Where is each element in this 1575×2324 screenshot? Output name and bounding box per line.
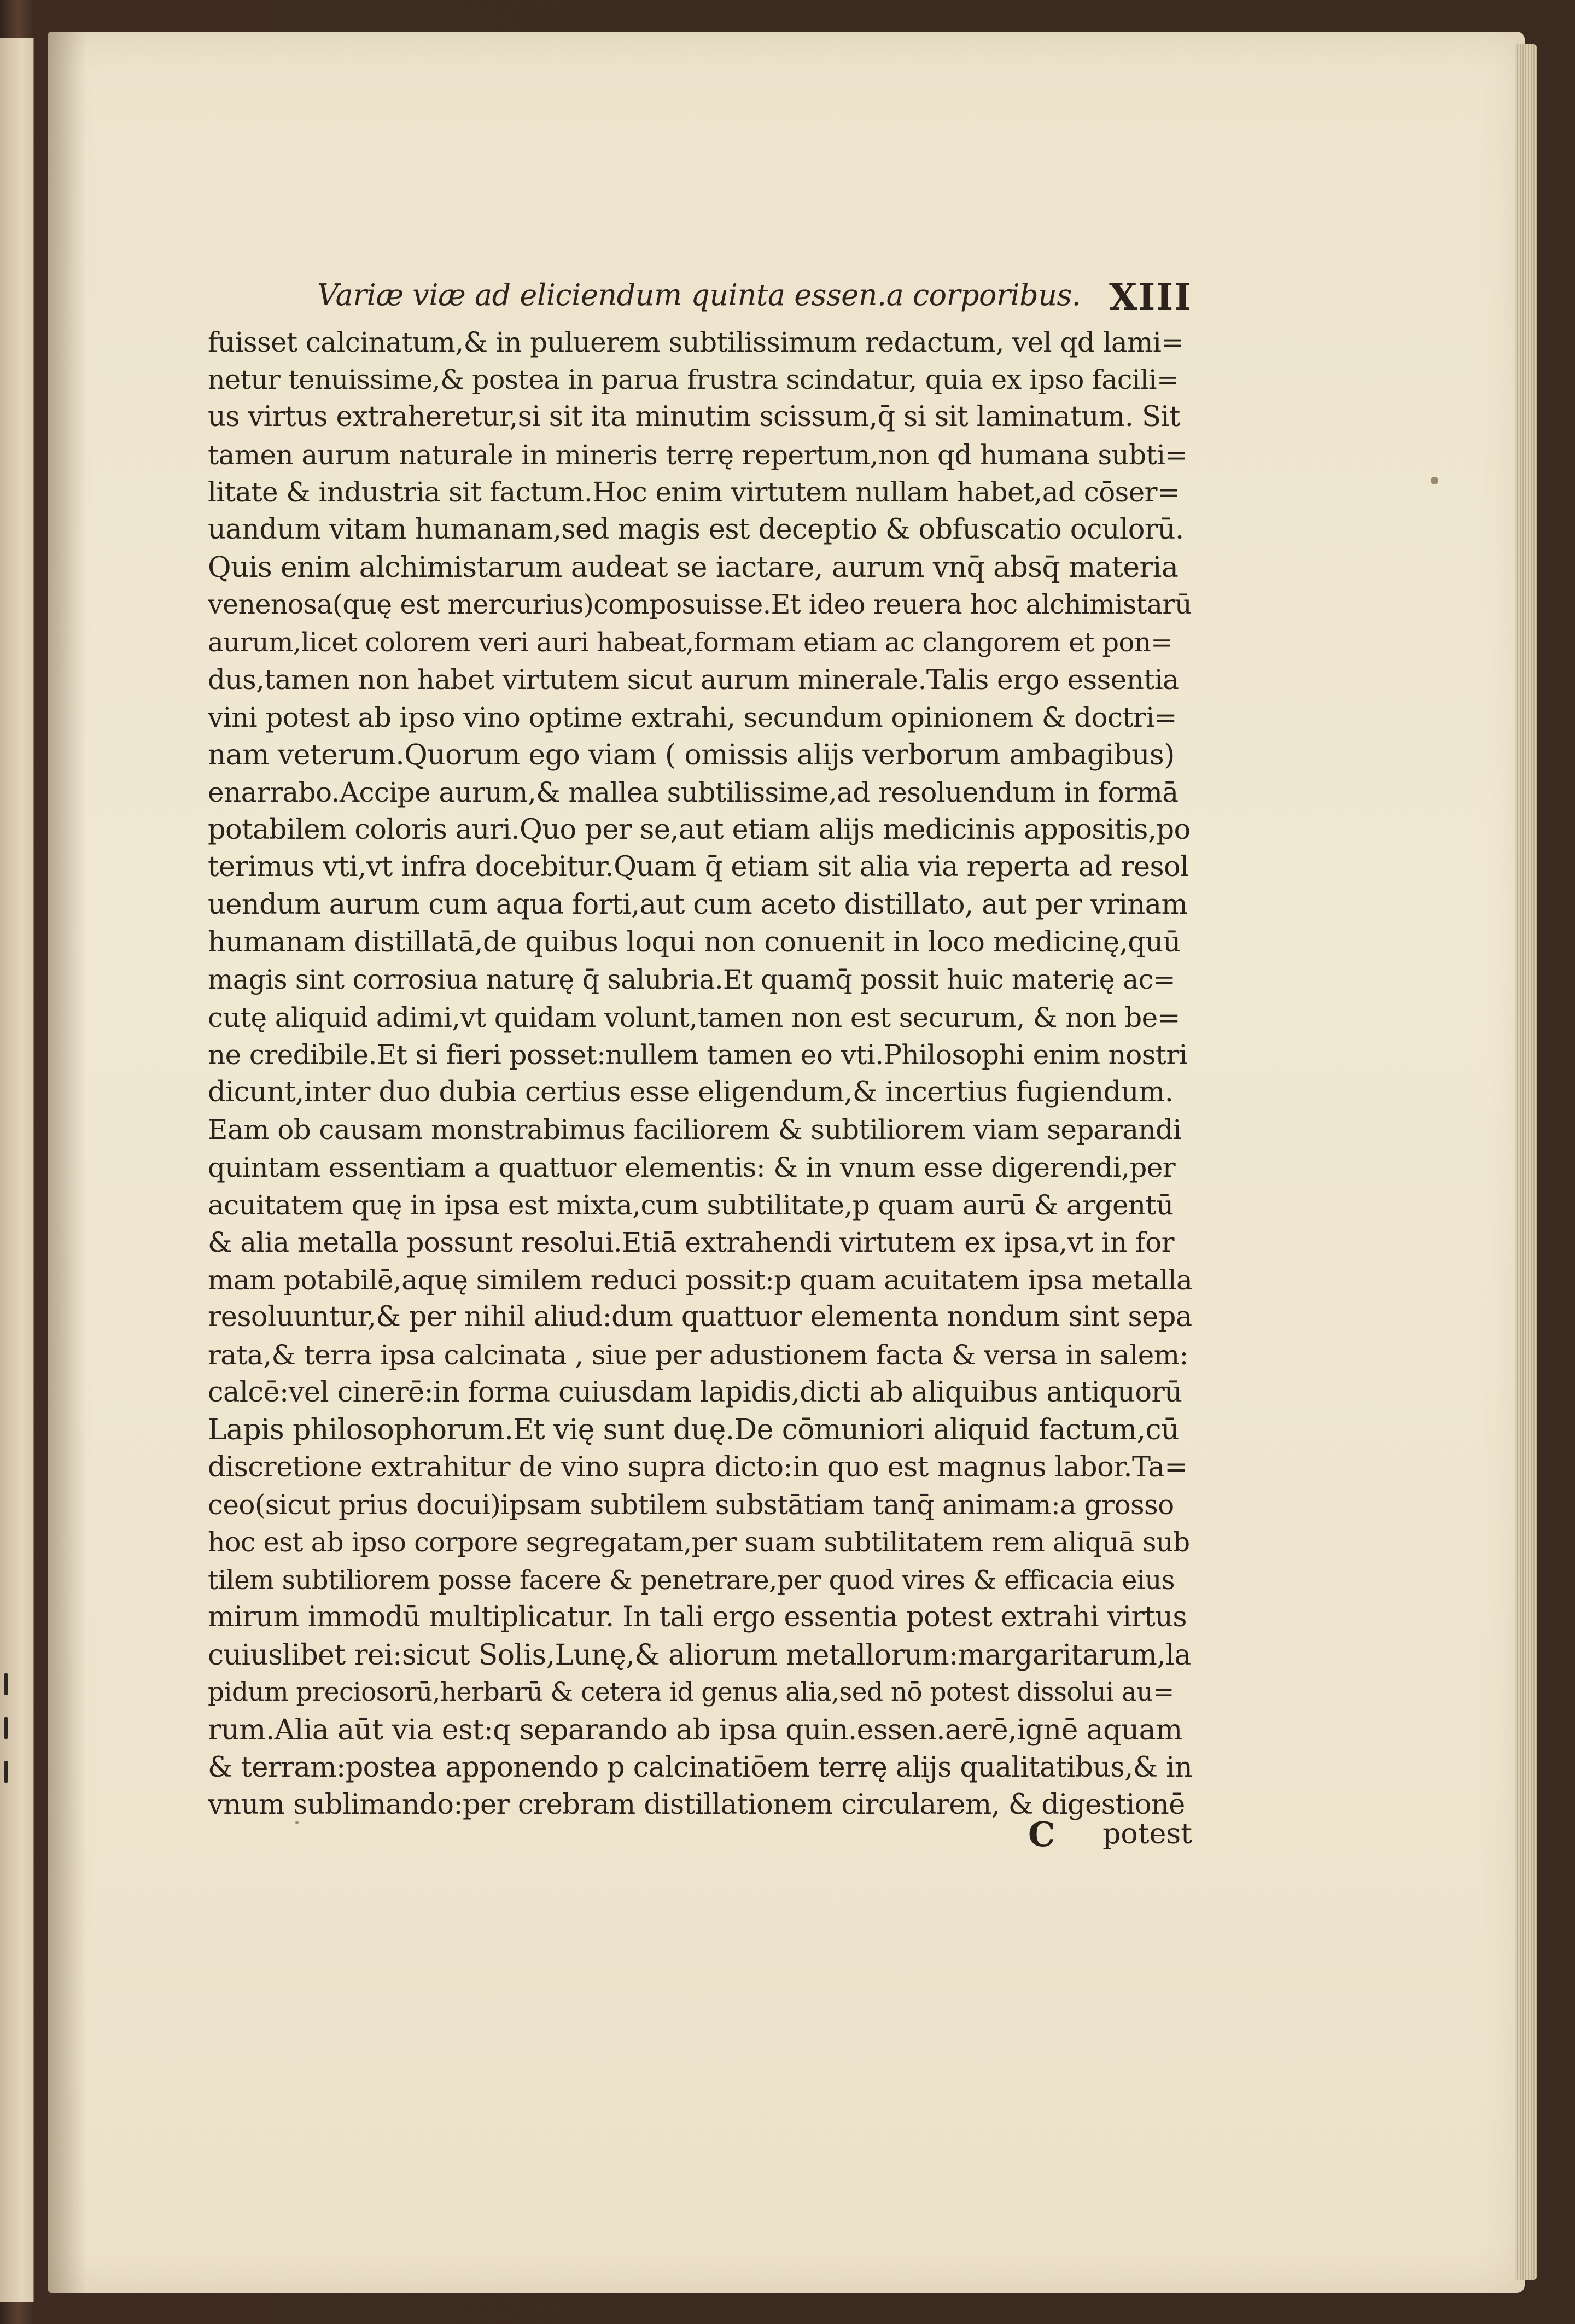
gutter-shadow: [48, 32, 86, 2293]
text-line: pidum preciosorū,herbarū & cetera id genus alia,sed nō potest dissolui au=: [208, 1677, 1174, 1708]
text-line: aurum,licet colorem veri auri habeat,formam etiam ac clangorem et pon=: [208, 627, 1172, 658]
text-line: us virtus extraheretur,si sit ita minutim scissum,q̄ si sit laminatum. Sit: [208, 401, 1180, 434]
text-line: fuisset calcinatum,& in puluerem subtilissimum redactum, vel qd lami=: [208, 326, 1184, 358]
text-line: mam potabilē,aquę similem reduci possit:p quam acuitatem ipsa metalla: [208, 1264, 1192, 1296]
text-line: ne credibile.Et si fieri posset:nullem tamen eo vti.Philosophi enim nostri: [208, 1039, 1188, 1071]
text-line: Quis enim alchimistarum audeat se iactare, aurum vnq̄ absq̄ materia: [208, 551, 1179, 584]
page-fore-edge: [1515, 44, 1537, 2280]
text-line: nam veterum.Quorum ego viam ( omissis alijs verborum ambagibus): [208, 738, 1175, 772]
text-line: calcē:vel cinerē:in forma cuiusdam lapidis,dicti ab aliquibus antiquorū: [208, 1376, 1182, 1409]
ink-spot: [1431, 477, 1438, 484]
text-line: enarrabo.Accipe aurum,& mallea subtilissime,ad resoluendum in formā: [208, 776, 1179, 809]
text-line: tilem subtiliorem posse facere & penetrare,per quod vires & efficacia eius: [208, 1564, 1175, 1596]
text-line: terimus vti,vt infra docebitur.Quam q̄ etiam sit alia via reperta ad resol: [208, 851, 1189, 884]
catchword: potest: [1102, 1818, 1192, 1850]
page-header: [317, 273, 1192, 323]
text-line: discretione extrahitur de vino supra dicto:in quo est magnus labor.Ta=: [208, 1451, 1188, 1484]
text-line: acuitatem quę in ipsa est mixta,cum subtilitate,p quam aurū & argentū: [208, 1189, 1174, 1221]
text-block: [208, 324, 1192, 1824]
page-footer: [1028, 1814, 1192, 1853]
text-line: mirum immodū multiplicatur. In tali ergo essentia potest extrahi virtus: [208, 1601, 1187, 1634]
text-line: tamen aurum naturale in mineris terrę repertum,non qd humana subti=: [208, 439, 1188, 471]
text-line: cuiuslibet rei:sicut Solis,Lunę,& aliorum metallorum:margaritarum,la: [208, 1638, 1191, 1672]
text-line: Eam ob causam monstrabimus faciliorem & subtiliorem viam separandi: [208, 1114, 1181, 1146]
signature-mark: C: [1028, 1814, 1055, 1854]
text-line: uandum vitam humanam,sed magis est deceptio & obfuscatio oculorū.: [208, 513, 1184, 546]
text-line: potabilem coloris auri.Quo per se,aut etiam alijs medicinis appositis,po: [208, 813, 1191, 846]
text-line: humanam distillatā,de quibus loqui non conuenit in loco medicinę,quū: [208, 926, 1181, 959]
facing-page-edge: [0, 38, 34, 2302]
facing-page-marks: [4, 1651, 15, 1870]
text-line: rum.Alia aūt via est:q separando ab ipsa quin.essen.aerē,ignē aquam: [208, 1713, 1182, 1747]
text-line: dus,tamen non habet virtutem sicut aurum minerale.Talis ergo essentia: [208, 664, 1179, 696]
folio-number: XIII: [1109, 276, 1192, 318]
text-line: resoluuntur,& per nihil aliud:dum quattuor elementa nondum sint sepa: [208, 1301, 1192, 1334]
text-line: vini potest ab ipso vino optime extrahi, secundum opinionem & doctri=: [208, 701, 1177, 733]
text-line: & terram:postea apponendo p calcinatiōem terrę alijs qualitatibus,& in: [208, 1751, 1192, 1784]
text-line: Lapis philosophorum.Et vię sunt duę.De cōmuniori aliquid factum,cū: [208, 1414, 1179, 1447]
text-line: rata,& terra ipsa calcinata , siue per adustionem facta & versa in salem:: [208, 1339, 1188, 1371]
text-line: magis sint corrosiua naturę q̄ salubria.Et quamq̄ possit huic materię ac=: [208, 964, 1175, 996]
running-head: Variæ viæ ad eliciendum quinta essen.a corporibus.: [317, 278, 1081, 312]
text-line: vnum sublimando:per crebram distillationem circularem, & digestionē: [208, 1789, 1185, 1821]
text-line: cutę aliquid adimi,vt quidam volunt,tamen non est securum, & non be=: [208, 1001, 1180, 1033]
text-line: uendum aurum cum aqua forti,aut cum aceto distillato, aut per vrinam: [208, 888, 1188, 921]
text-line: litate & industria sit factum.Hoc enim virtutem nullam habet,ad cōser=: [208, 476, 1180, 509]
text-line: dicunt,inter duo dubia certius esse eligendum,& incertius fugiendum.: [208, 1076, 1174, 1108]
text-line: hoc est ab ipso corpore segregatam,per suam subtilitatem rem aliquā sub: [208, 1527, 1190, 1558]
text-line: venenosa(quę est mercurius)composuisse.Et ideo reuera hoc alchimistarū: [208, 589, 1192, 621]
text-line: netur tenuissime,& postea in parua frustra scindatur, quia ex ipso facili=: [208, 364, 1179, 395]
text-line: & alia metalla possunt resolui.Etiā extrahendi virtutem ex ipsa,vt in for: [208, 1227, 1174, 1259]
text-line: ceo(sicut prius docui)ipsam subtilem substātiam tanq̄ animam:a grosso: [208, 1489, 1174, 1521]
text-line: quintam essentiam a quattuor elementis: & in vnum esse digerendi,per: [208, 1152, 1176, 1184]
